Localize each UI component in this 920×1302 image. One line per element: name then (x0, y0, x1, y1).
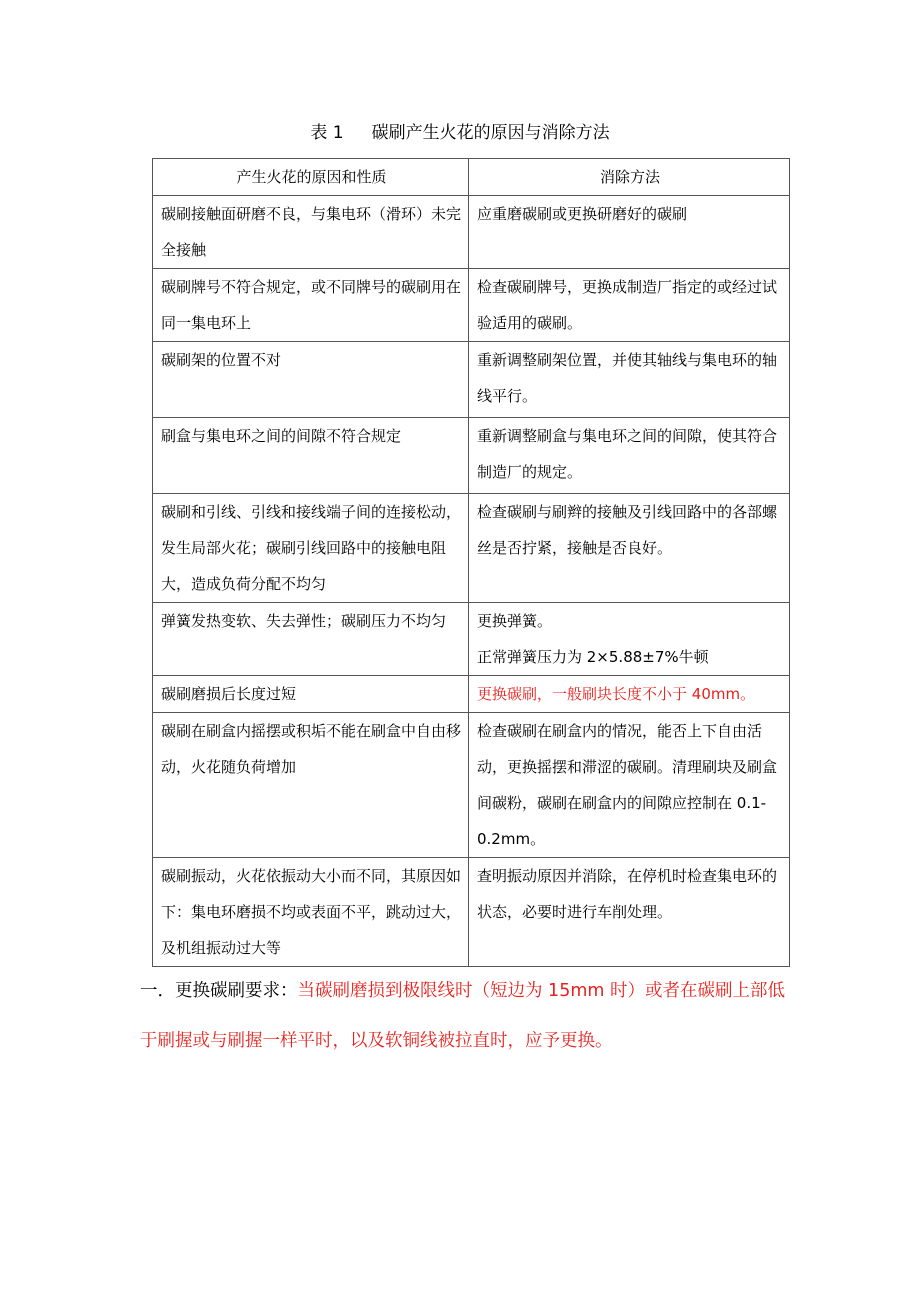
cause-cell: 碳刷磨损后长度过短 (153, 676, 469, 713)
table-number: 表 1 (310, 123, 344, 143)
header-cause: 产生火花的原因和性质 (153, 159, 469, 196)
table-row (153, 196, 790, 269)
remedy-line: 检查碳刷在刷盒内的情况，能否上下自由活动，更换摇摆和滞涩的碳刷。清理刷块及刷盒间碳粉，碳刷在刷盒内的间隙应控制在 0.1-0.2mm。 (477, 722, 778, 848)
remedy-cell (469, 676, 790, 713)
table-body (153, 196, 790, 967)
table-row (153, 676, 790, 713)
remedy-cell (469, 494, 790, 603)
table-title: 碳刷产生火花的原因与消除方法 (371, 123, 610, 143)
cause-cell: 碳刷接触面研磨不良，与集电环（滑环）未完全接触 (153, 196, 469, 269)
remedy-line: 应重磨碳刷或更换研磨好的碳刷 (477, 205, 688, 223)
remedy-cell (469, 418, 790, 494)
remedy-line: 检查碳刷与刷辫的接触及引线回路中的各部螺丝是否拧紧，接触是否良好。 (477, 503, 778, 557)
remedy-cell (469, 342, 790, 418)
remedy-line: 更换弹簧。 (477, 612, 553, 630)
table-row (153, 858, 790, 967)
remedy-line: 检查碳刷牌号，更换成制造厂指定的或经过试验适用的碳刷。 (477, 278, 778, 332)
cause-cell: 碳刷架的位置不对 (153, 342, 469, 418)
cause-cell: 碳刷和引线、引线和接线端子间的连接松动，发生局部火花；碳刷引线回路中的接触电阻大，造成负荷分配不均匀 (153, 494, 469, 603)
header-remedy: 消除方法 (469, 159, 790, 196)
table-caption (0, 120, 920, 146)
remedy-line: 重新调整刷盒与集电环之间的间隙，使其符合制造厂的规定。 (477, 427, 778, 481)
cause-cell: 碳刷牌号不符合规定，或不同牌号的碳刷用在同一集电环上 (153, 269, 469, 342)
remedy-cell (469, 269, 790, 342)
remedy-cell (469, 858, 790, 967)
table-header-row (153, 159, 790, 196)
table-row (153, 494, 790, 603)
table-row (153, 342, 790, 418)
remedy-line: 查明振动原因并消除，在停机时检查集电环的状态，必要时进行车削处理。 (477, 867, 778, 921)
cause-cell: 刷盒与集电环之间的间隙不符合规定 (153, 418, 469, 494)
spark-causes-table (152, 158, 790, 967)
requirement-text: 当碳刷磨损到极限线时（短边为 15mm 时）或者在碳刷上部低于刷握或与刷握一样平时，以及软铜线被拉直时，应予更换。 (140, 981, 785, 1051)
table-row (153, 603, 790, 676)
table-row (153, 418, 790, 494)
remedy-cell (469, 603, 790, 676)
remedy-line: 正常弹簧压力为 2×5.88±7%牛顿 (477, 648, 709, 666)
table-row (153, 713, 790, 858)
remedy-line: 重新调整刷架位置，并使其轴线与集电环的轴线平行。 (477, 351, 778, 405)
remedy-cell (469, 713, 790, 858)
remedy-line: 更换碳刷，一般刷块长度不小于 40mm。 (477, 685, 756, 703)
replacement-requirement (140, 966, 800, 1066)
remedy-cell (469, 196, 790, 269)
cause-cell: 碳刷在刷盒内摇摆或积垢不能在刷盒中自由移动，火花随负荷增加 (153, 713, 469, 858)
cause-cell: 碳刷振动，火花依振动大小而不同，其原因如下：集电环磨损不均或表面不平，跳动过大，及机组振动过大等 (153, 858, 469, 967)
requirement-lead: 一．更换碳刷要求： (140, 981, 298, 1001)
table-row (153, 269, 790, 342)
cause-cell: 弹簧发热变软、失去弹性；碳刷压力不均匀 (153, 603, 469, 676)
